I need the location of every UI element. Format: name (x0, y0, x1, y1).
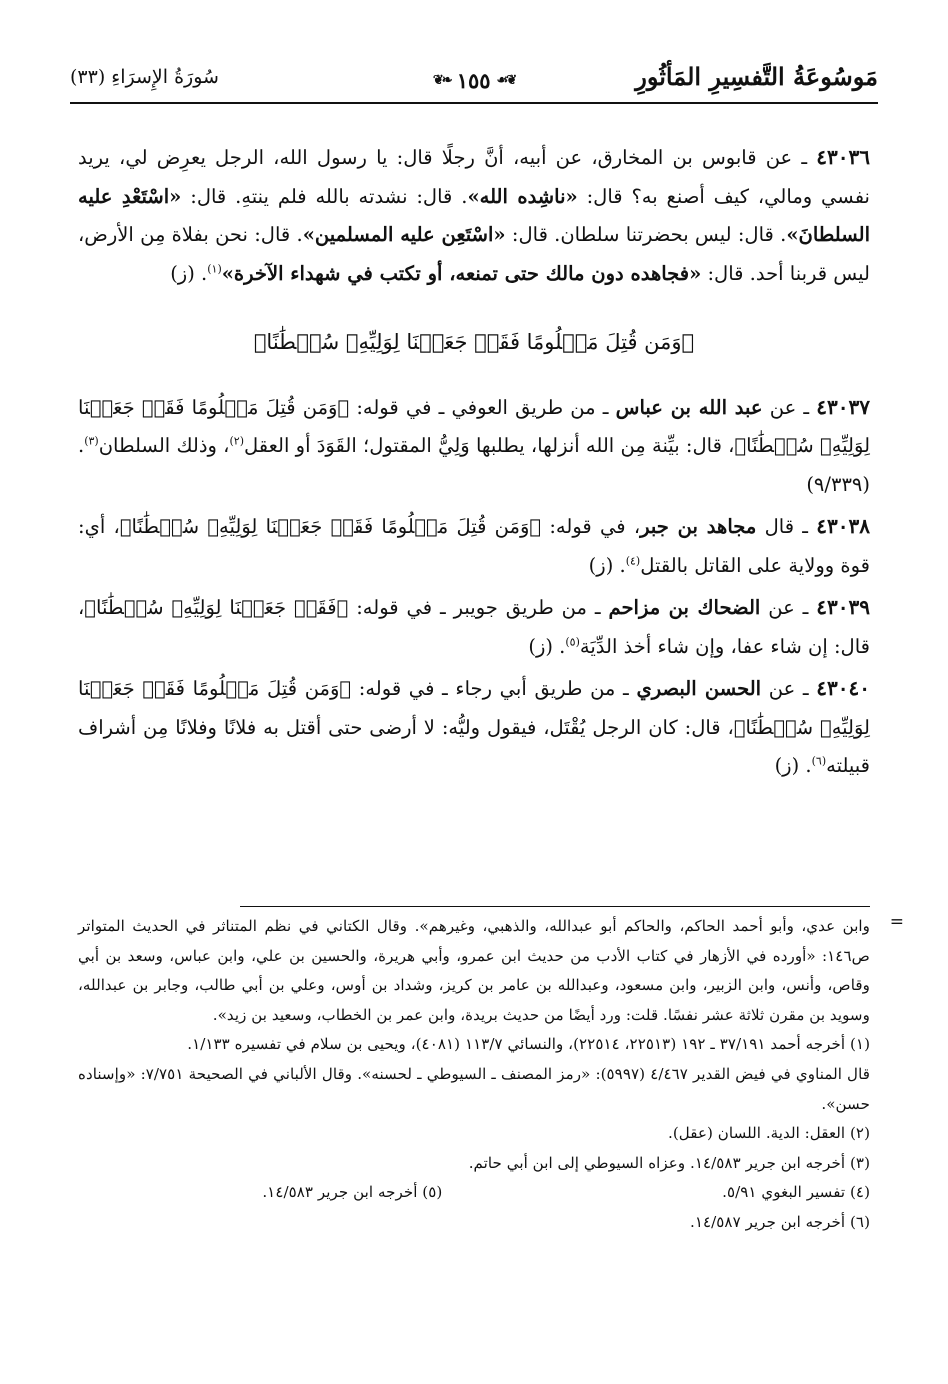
entry-43038: ٤٣٠٣٨ ـ قال مجاهد بن جبر، في قوله: ﴿وَمَن قُتِلَ مَظۡلُومًا فَقَدۡ جَعَلۡنَا لِوَلِيِّهِۦ سُلۡطَٰنًا﴾، أي: قوة وولاية على القاتل بالقتل$^{(٤)}$. (ز) (78, 514, 870, 577)
footnote-1-cont: قال المناوي في فيض القدير ٤/٤٦٧ (٥٩٩٧): «رمز المصنف ـ السيوطي ـ لحسنه». وقال الألباني في الصحيحة ٧/٧٥١: «وإسناده حسن». (78, 1064, 870, 1113)
footnote-5: (٥) أخرجه ابن جرير ١٤/٥٨٣. (262, 1183, 443, 1202)
header-rule (70, 102, 878, 104)
ornament-right-icon: ☙❦ (496, 73, 516, 88)
footnote-ref: (٦) (811, 754, 827, 768)
hadith-text: «ناشِده الله» (467, 184, 578, 208)
narrator-name: مجاهد بن جبر (640, 515, 757, 538)
footnote-ref: (٤) (625, 554, 641, 567)
hadith-text: «فجاهده دون مالك حتى تمنعه، أو تكتب في شهداء الآخرة» (221, 261, 702, 285)
quran-quote: ﴿وَمَن قُتِلَ مَظۡلُومًا فَقَدۡ جَعَلۡنَا لِوَلِيِّهِۦ سُلۡطَٰنًا﴾ (78, 395, 871, 457)
entry-43037: ٤٣٠٣٧ ـ عن عبد الله بن عباس ـ من طريق العوفي ـ في قوله: ﴿وَمَن قُتِلَ مَظۡلُومًا فَقَدۡ جَعَلۡنَا لِوَلِيِّهِۦ سُلۡطَٰنًا﴾، قال: بيِّنة مِن الله أنزلها، يطلبها وَلِيُّ المقتول؛ القَوَدَ أو العقل$^{(٢)}$، وذلك السلطان$^{(٣)}$. (٩/٣٣٩) (78, 394, 871, 496)
narrator-name: الضحاك بن مزاحم (608, 596, 761, 619)
page-number (433, 68, 515, 93)
main-text (78, 138, 870, 789)
footnotes (78, 912, 870, 1238)
entry-43040: ٤٣٠٤٠ ـ عن الحسن البصري ـ من طريق أبي رجاء ـ في قوله: ﴿وَمَن قُتِلَ مَظۡلُومًا فَقَدۡ جَعَلۡنَا لِوَلِيِّهِۦ سُلۡطَٰنًا﴾، قال: كان الرجل يُقْتَل، فيقول وليُّه: لا أرضى حتى أقتل به فلانًا وفلانًا مِن أشراف قبيلته$^{(٦)}$. (ز) (78, 676, 870, 777)
footnote-4: (٤) تفسير البغوي ٥/٩١. (722, 1183, 870, 1202)
footnote-2: (٢) العقل: الدية. اللسان (عقل). (668, 1124, 870, 1143)
entry-number: ٤٣٠٣٧ (816, 394, 870, 419)
book-title: مَوسُوعَةُ التَّفسِيرِ المَأثُورِ (635, 62, 878, 91)
footnote-6: (٦) أخرجه ابن جرير ١٤/٥٨٧. (690, 1212, 870, 1231)
footnote-ref: (٣) (84, 434, 99, 448)
quran-quote: ﴿وَمَن قُتِلَ مَظۡلُومًا فَقَدۡ جَعَلۡنَا لِوَلِيِّهِۦ سُلۡطَٰنًا﴾ (78, 677, 870, 739)
footnote-ref: (٥) (565, 635, 580, 648)
hadith-text: «اسْتَعِن عليه المسلمين» (302, 223, 506, 246)
ornament-left-icon: ❦❧ (432, 73, 451, 88)
entry-43039: ٤٣٠٣٩ ـ عن الضحاك بن مزاحم ـ من طريق جويبر ـ في قوله: ﴿فَقَدۡ جَعَلۡنَا لِوَلِيِّهِۦ سُلۡطَٰنًا﴾، قال: إن شاء عفا، وإن شاء أخذ الدِّيَة$^{(٥)}$. (ز) (78, 595, 871, 658)
footnote-1: (١) أخرجه أحمد ٣٧/١٩١ ـ ١٩٢ (٢٢٥١٣، ٢٢٥١٤)، والنسائي ١١٣/٧ (٤٠٨١)، ويحيى بن سلام في تفسيره ١/١٣٣. (187, 1035, 870, 1054)
page-header (70, 58, 878, 108)
entry-number: ٤٣٠٣٨ (816, 514, 870, 538)
narrator-name: عبد الله بن عباس (615, 395, 763, 419)
entry-number: ٤٣٠٤٠ (816, 676, 870, 700)
footnote-3: (٣) أخرجه ابن جرير ١٤/٥٨٣. وعزاه السيوطي إلى ابن أبي حاتم. (468, 1153, 870, 1172)
quran-quote: ﴿فَقَدۡ جَعَلۡنَا لِوَلِيِّهِۦ سُلۡطَٰنًا﴾ (84, 596, 349, 619)
sura-label: سُورَةُ الإِسرَاءِ (٣٣) (70, 66, 219, 88)
narrator-name: الحسن البصري (636, 677, 762, 700)
quran-quote: ﴿وَمَن قُتِلَ مَظۡلُومًا فَقَدۡ جَعَلۡنَا لِوَلِيِّهِۦ سُلۡطَٰنًا﴾ (119, 515, 542, 538)
footnote-ref: (٢) (229, 434, 244, 448)
footnote-row-4-5 (78, 1178, 870, 1208)
entry-43036: ٤٣٠٣٦ ـ عن قابوس بن المخارق، عن أبيه، أنَّ رجلًا قال: يا رسول الله، الرجل يعرِض لي، يريد نفسي ومالي، كيف أصنع به؟ قال: «ناشِده الله». قال: نشدته بالله فلم ينتهِ. قال: «اسْتَعْدِ عليه السلطانَ». قال: ليس بحضرتنا سلطان. قال: «اسْتَعِن عليه المسلمين». قال: نحن بفلاة مِن الأرض، ليس قربنا أحد. قال: «فجاهده دون مالك حتى تمنعه، أو تكتب في شهداء الآخرة»$^{(١)}$. (ز) (78, 145, 870, 285)
footnote-rule (240, 906, 870, 907)
hadith-text: «اسْتَعْدِ عليه السلطانَ» (78, 184, 870, 246)
entry-number: ٤٣٠٣٩ (816, 595, 871, 619)
page-number-text: ١٥٥ (456, 68, 491, 93)
verse-heading: ﴿وَمَن قُتِلَ مَظۡلُومًا فَقَدۡ جَعَلۡنَا لِوَلِيِّهِۦ سُلۡطَٰنًا﴾ (253, 330, 695, 354)
footnote-continued-mark: = (889, 912, 904, 932)
footnote-continued: وابن عدي، وأبو أحمد الحاكم، والحاكم أبو عبدالله، والذهبي، وغيرهم». وقال الكتاني في نظم المتناثر في الحديث المتواتر ص١٤٦: «أورده في الأزهار في كتاب الأدب من حديث ابن عمرو، وأبي هريرة، والحسين بن علي، وابن عباس، وسعد بن أبي وقاص، وأنس، وابن الزبير، وابن مسعود، وعبدالله بن عامر بن كريز، وشداد بن أوس، وعلي بن أبي طالب، وجابر بن عبدالله، وسويد بن مقرن ثلاثة عشر نفسًا. قلت: ورد أيضًا من حديث بريدة، وابن عمر بن الخطاب، وسعيد بن زيد». (78, 917, 870, 1024)
entry-number: ٤٣٠٣٦ (816, 145, 870, 169)
footnote-ref: (١) (207, 262, 222, 275)
